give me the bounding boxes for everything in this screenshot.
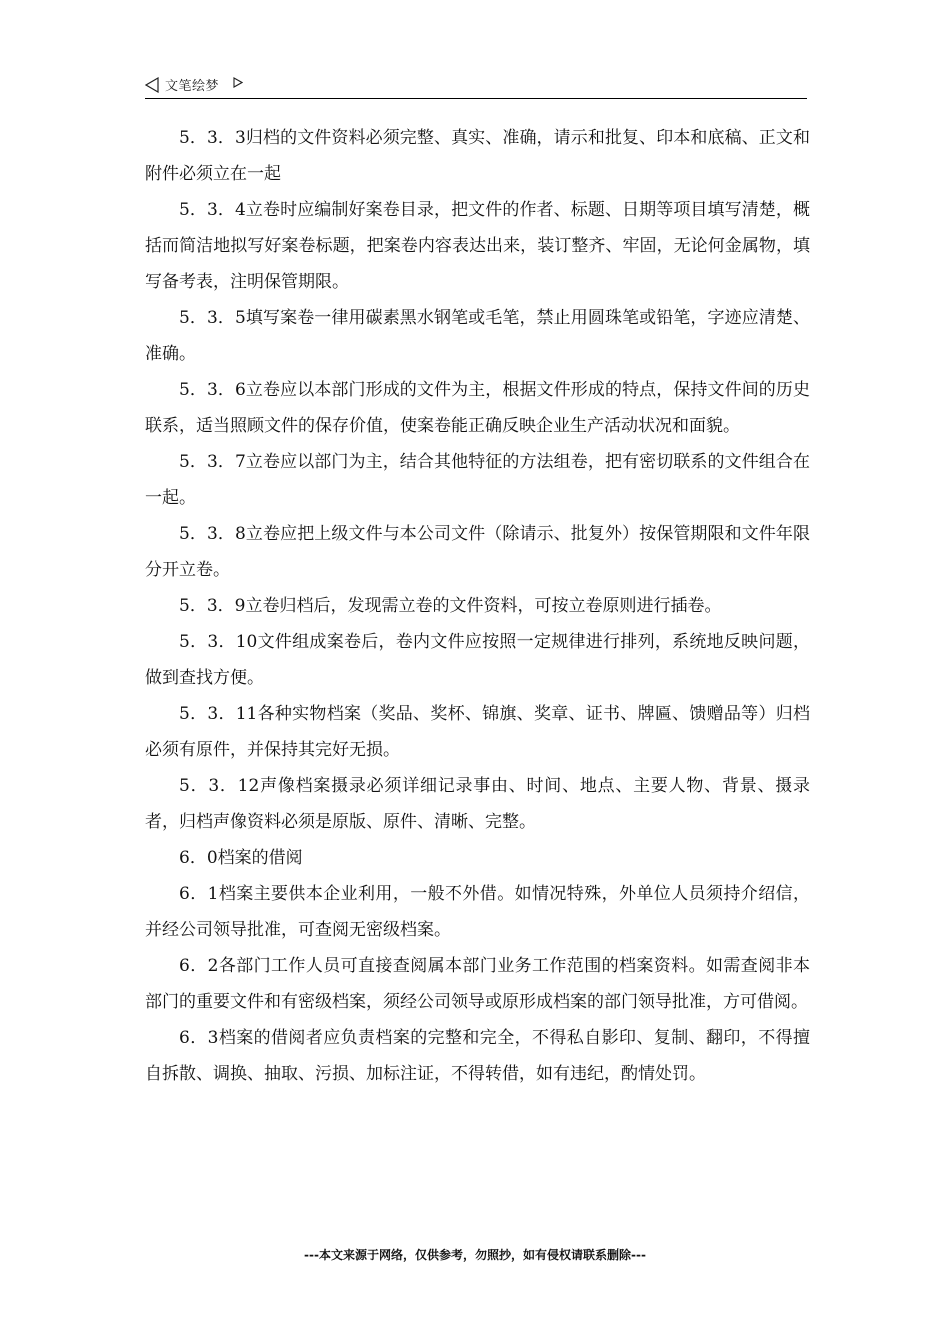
paragraph: 5．3．3归档的文件资料必须完整、真实、准确，请示和批复、印本和底稿、正文和附件必须立在一起 [145,128,810,184]
header-brand: 文笔绘梦 [165,79,220,94]
triangle-left-icon [145,77,159,93]
paragraph: 5．3．9立卷归档后，发现需立卷的文件资料，可按立卷原则进行插卷。 [179,596,722,616]
paragraph: 5．3．4立卷时应编制好案卷目录，把文件的作者、标题、日期等项目填写清楚，概括而简洁地拟写好案卷标题，把案卷内容表达出来，装订整齐、牢固，无论何金属物，填写备考表，注明保管期限。 [145,200,810,292]
paragraph: 5．3．7立卷应以部门为主，结合其他特征的方法组卷，把有密切联系的文件组合在一起。 [145,452,810,508]
footer-disclaimer: ---本文来源于网络，仅供参考，勿照抄，如有侵权请联系删除--- [304,1248,646,1262]
paragraph: 6．3档案的借阅者应负责档案的完整和完全，不得私自影印、复制、翻印，不得擅自拆散、调换、抽取、污损、加标注证，不得转借，如有违纪，酌情处罚。 [145,1028,810,1084]
paragraph: 5．3．8立卷应把上级文件与本公司文件（除请示、批复外）按保管期限和文件年限分开立卷。 [145,524,810,580]
paragraph: 5．3．12声像档案摄录必须详细记录事由、时间、地点、主要人物、背景、摄录者，归档声像资料必须是原版、原件、清晰、完整。 [145,776,810,832]
paragraph: 5．3．10文件组成案卷后，卷内文件应按照一定规律进行排列，系统地反映问题，做到查找方便。 [145,632,810,688]
paragraph: 5．3．5填写案卷一律用碳素黑水钢笔或毛笔，禁止用圆珠笔或铅笔，字迹应清楚、准确。 [145,308,810,364]
triangle-right-icon [233,77,243,88]
document-body [145,120,810,1092]
paragraph: 5．3．6立卷应以本部门形成的文件为主，根据文件形成的特点，保持文件间的历史联系，适当照顾文件的保存价值，使案卷能正确反映企业生产活动状况和面貌。 [145,380,810,436]
page-header [145,74,807,99]
paragraph: 6．1档案主要供本企业利用，一般不外借。如情况特殊，外单位人员须持介绍信，并经公司领导批准，可查阅无密级档案。 [145,884,810,940]
paragraph: 5．3．11各种实物档案（奖品、奖杯、锦旗、奖章、证书、牌匾、馈赠品等）归档必须有原件，并保持其完好无损。 [145,704,810,760]
section-heading: 6．0档案的借阅 [179,848,303,868]
paragraph: 6．2各部门工作人员可直接查阅属本部门业务工作范围的档案资料。如需查阅非本部门的重要文件和有密级档案，须经公司领导或原形成档案的部门领导批准，方可借阅。 [145,956,810,1012]
